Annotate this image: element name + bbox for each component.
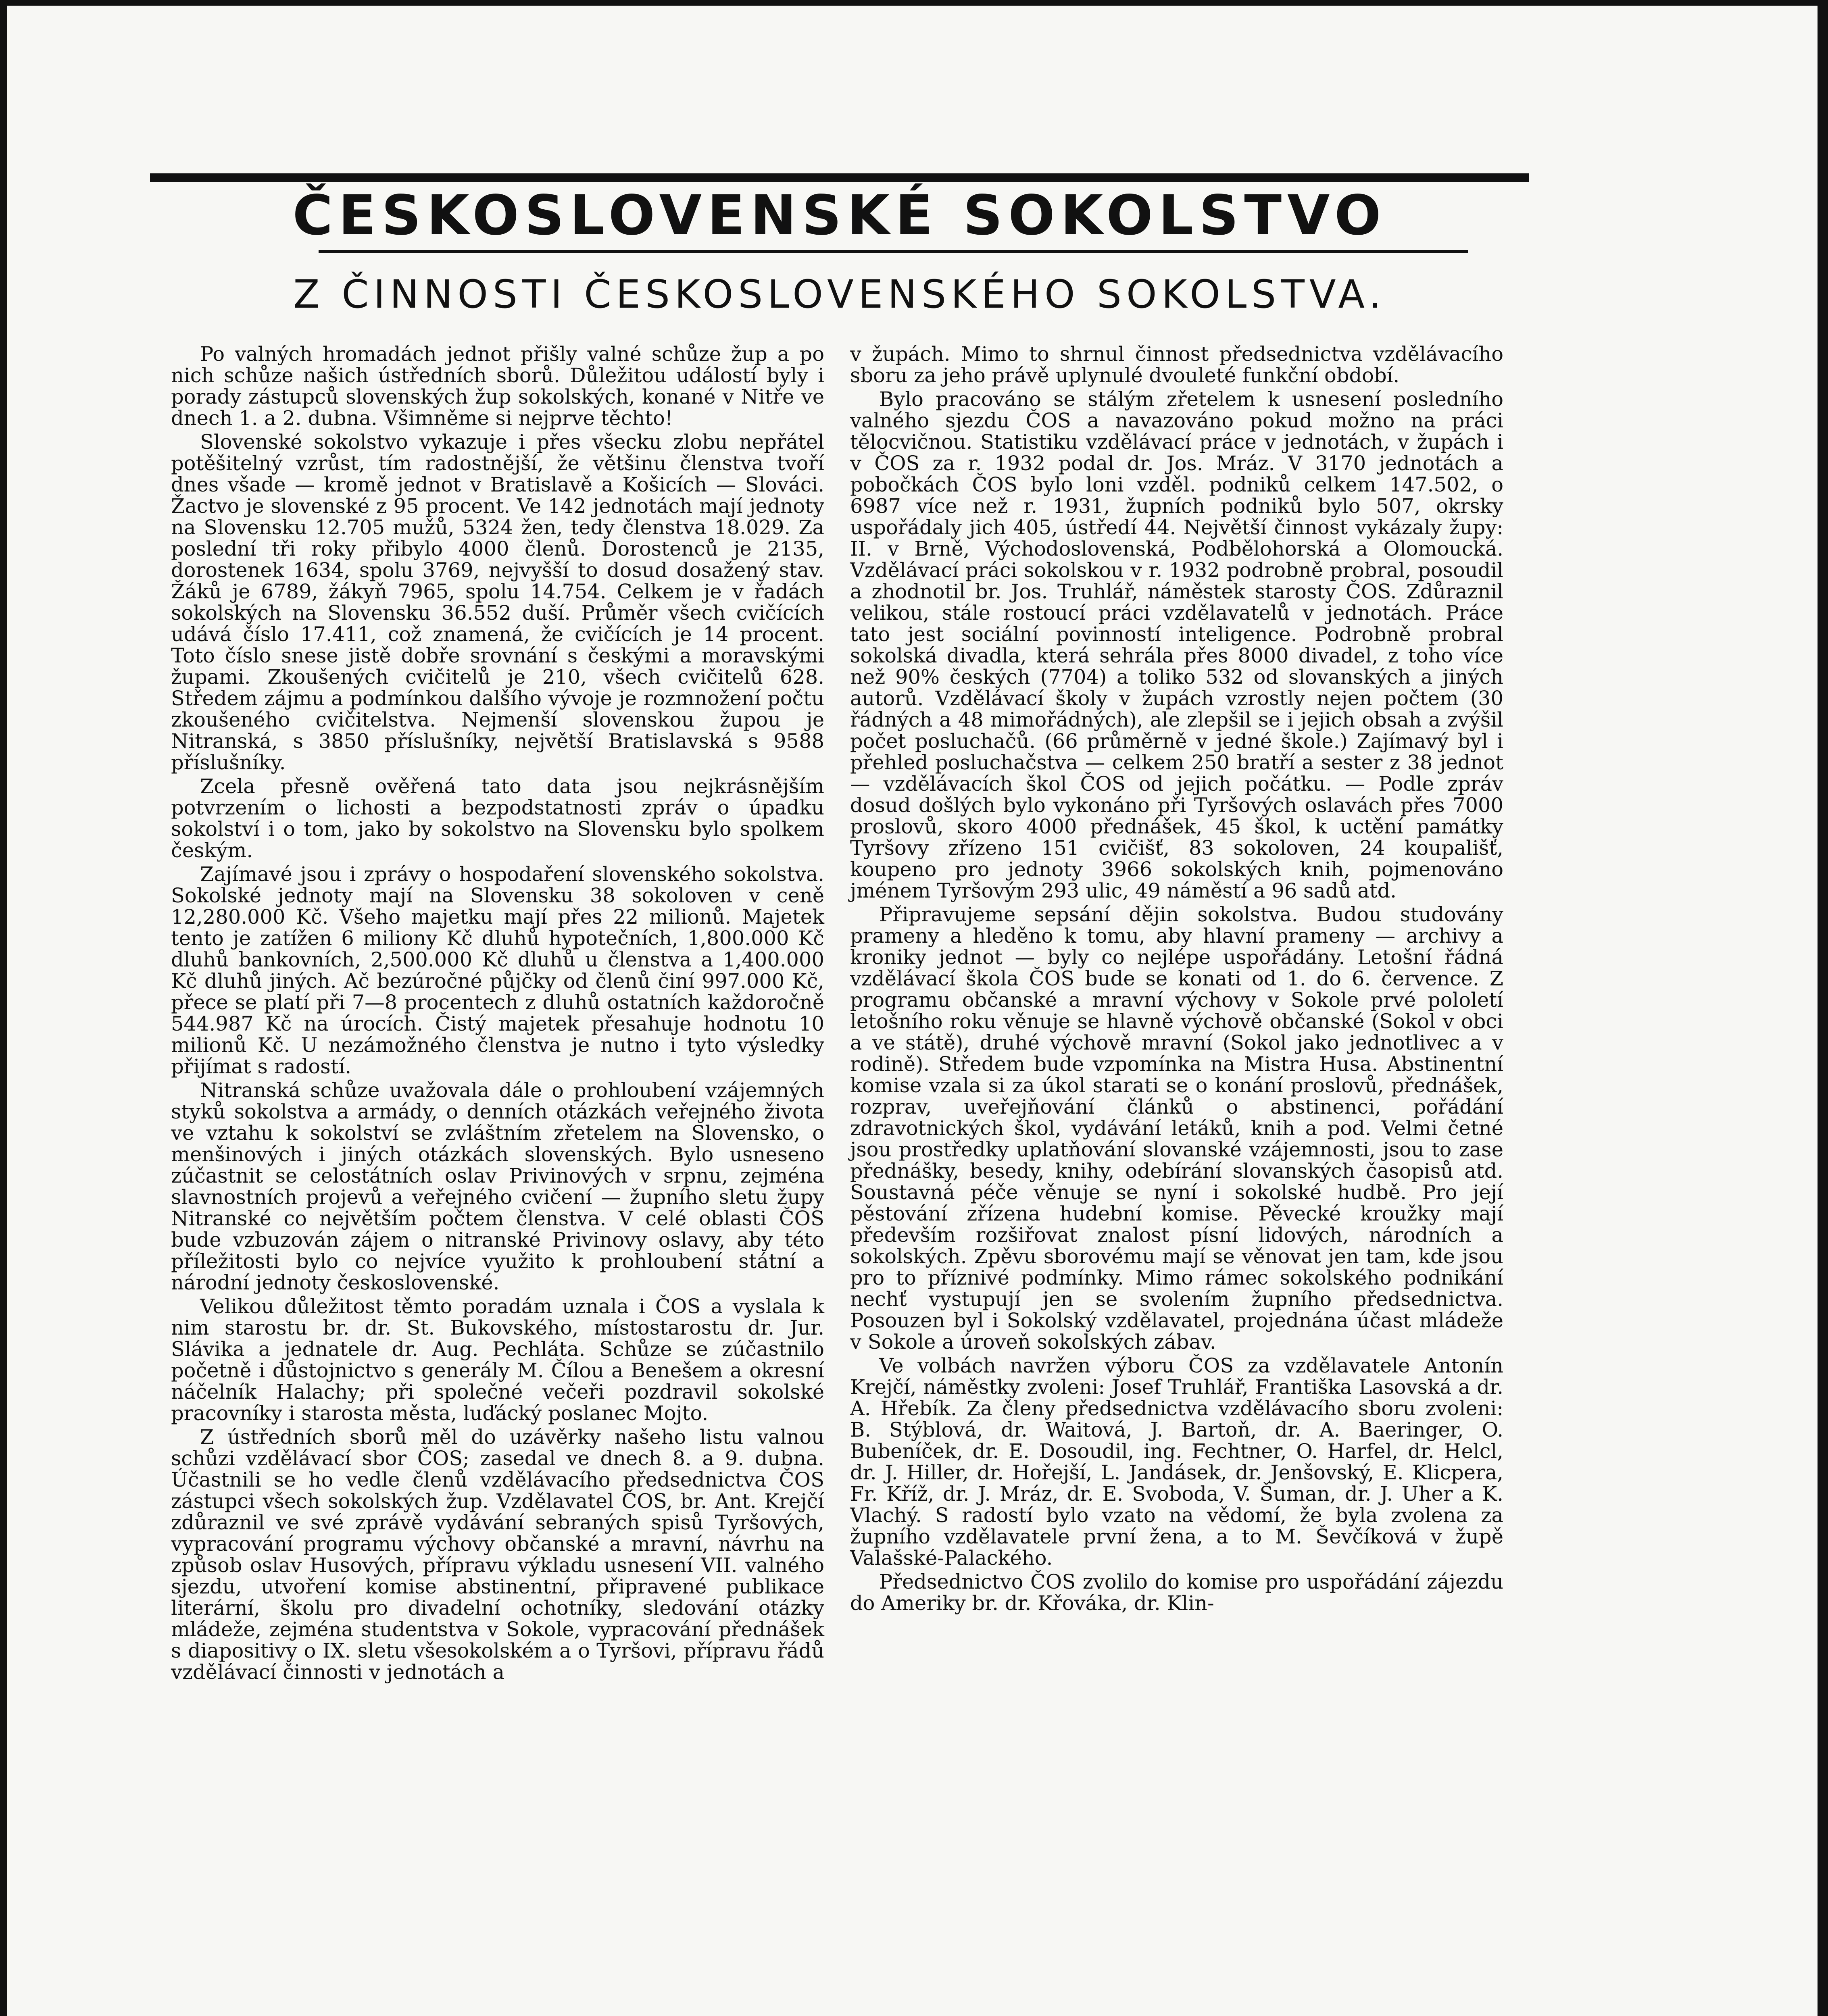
scan-border-left [0, 0, 7, 2016]
paragraph: Připravujeme sepsání dějin sokolstva. Budou studovány prameny a hleděno k tomu, aby hlavní prameny — archivy a kroniky jednot — byly co nejlépe uspořádány. Letošní řádná vzdělávací škola ČOS bude se konati od 1. do 6. července. Z programu občanské a mravní výchovy v Sokole prvé pololetí letošního roku věnuje se hlavně výchově občanské (Sokol v obci a ve státě), druhé výchově mravní (Sokol jako jednotlivec a v rodině). Středem bude vzpomínka na Mistra Husa. Abstinentní komise vzala si za úkol starati se o konání proslovů, přednášek, rozprav, uveřejňování článků o abstinenci, pořádání zdravotnických škol, vydávání letáků, knih a pod. Velmi četné jsou prostředky uplatňování slovanské vzájemnosti, jsou to zase přednášky, besedy, knihy, odebírání slovanských časopisů atd. Soustavná péče věnuje se nyní i sokolské hudbě. Pro její pěstování zřízena hudební komise. Pěvecké kroužky mají především rozšiřovat znalost písní lidových, národních a sokolských. Zpěvu sborovému mají se věnovat jen tam, kde jsou pro to příznivé podmínky. Mimo rámec sokolského podnikání nechť vystupují jen se svolením župního předsednictva. Posouzen byl i Sokolský vzdělavatel, projednána účast mládeže v Sokole a úroveň sokolských zábav. [850, 903, 1503, 1354]
paragraph: Slovenské sokolstvo vykazuje i přes všecku zlobu nepřátel potěšitelný vzrůst, tím radostnější, že většinu členstva tvoří dnes všade — kromě jednot v Bratislavě a Košicích — Slováci. Žactvo je slovenské z 95 procent. Ve 142 jednotách mají jednoty na Slovensku 12.705 mužů, 5324 žen, tedy členstva 18.029. Za poslední tři roky přibylo 4000 členů. Dorostenců je 2135, dorostenek 1634, spolu 3769, nejvyšší to dosud dosažený stav. Žáků je 6789, žákyň 7965, spolu 14.754. Celkem je v řadách sokolských na Slovensku 36.552 duší. Průměr všech cvičících udává číslo 17.411, což znamená, že cvičících je 14 procent. Toto číslo snese jistě dobře srovnání s českými a moravskými župami. Zkoušených cvičitelů je 210, všech cvičitelů 628. Středem zájmu a podmínkou dalšího vývoje je rozmnožení počtu zkoušeného cvičitelstva. Nejmenší slovenskou župou je Nitranská, s 3850 příslušníky, největší Bratislavská s 9588 příslušníky. [171, 430, 824, 774]
paragraph: Zajímavé jsou i zprávy o hospodaření slovenského sokolstva. Sokolské jednoty mají na Slovensku 38 sokoloven v ceně 12,280.000 Kč. Všeho majetku mají přes 22 milionů. Majetek tento je zatížen 6 miliony Kč dluhů hypotečních, 1,800.000 Kč dluhů bankovních, 2,500.000 Kč dluhů u členstva a 1,400.000 Kč dluhů jiných. Ač bezúročné půjčky od členů činí 997.000 Kč, přece se platí při 7—8 procentech z dluhů ostatních každoročně 544.987 Kč na úrocích. Čistý majetek přesahuje hodnotu 10 milionů Kč. U nezámožného členstva je nutno i tyto výsledky přijímat s radostí. [171, 862, 824, 1078]
section-title: ČESKOSLOVENSKÉ SOKOLSTVO [292, 184, 1387, 248]
scan-border-right [1818, 0, 1828, 2016]
scan-border-top [0, 0, 1828, 6]
paragraph: Nitranská schůze uvažovala dále o prohloubení vzájemných styků sokolstva a armády, o denních otázkách veřejného života ve vztahu k sokolství se zvláštním zřetelem na Slovensko, o menšinových i jiných otázkách slovenských. Bylo usneseno zúčastnit se celostátních oslav Privinových v srpnu, zejména slavnostních projevů a veřejného cvičení — župního sletu župy Nitranské co největším počtem členstva. V celé oblasti ČOS bude vzbuzován zájem o nitranské Privinovy oslavy, aby této příležitosti bylo co nejvíce využito k prohloubení státní a národní jednoty československé. [171, 1079, 824, 1294]
article-title: Z ČINNOSTI ČESKOSLOVENSKÉHO SOKOLSTVA. [293, 272, 1386, 317]
paragraph: Z ústředních sborů měl do uzávěrky našeho listu valnou schůzi vzdělávací sbor ČOS; zasedal ve dnech 8. a 9. dubna. Účastnili se ho vedle členů vzdělávacího předsednictva ČOS zástupci všech sokolských žup. Vzdělavatel ČOS, br. Ant. Krejčí zdůraznil ve své zprávě vydávání sebraných spisů Tyršových, vypracování programu výchovy občanské a mravní, návrhu na způsob oslav Husových, přípravu výkladu usnesení VII. valného sjezdu, utvoření komise abstinentní, připravené publikace literární, školu pro divadelní ochotníky, sledování otázky mládeže, zejména studentstva v Sokole, vypracování přednášek s diapositivy o IX. sletu všesokolském a o Tyršovi, přípravu řádů vzdělávací činnosti v jednotách a [171, 1425, 824, 1684]
left-column [171, 344, 824, 1683]
paragraph-continued: v župách. Mimo to shrnul činnost předsednictva vzdělávacího sboru za jeho právě uplynulé dvouleté funkční období. [850, 342, 1503, 387]
paragraph: Bylo pracováno se stálým zřetelem k usnesení posledního valného sjezdu ČOS a navazováno pokud možno na práci tělocvičnou. Statistiku vzdělávací práce v jednotách, v župách i v ČOS za r. 1932 podal dr. Jos. Mráz. V 3170 jednotách a pobočkách ČOS bylo loni vzděl. podniků celkem 147.502, o 6987 více než r. 1931, župních podniků bylo 507, okrsky uspořádaly jich 405, ústředí 44. Největší činnost vykázaly župy: II. v Brně, Východoslovenská, Podbělohorská a Olomoucká. Vzdělávací práci sokolskou v r. 1932 podrobně probral, posoudil a zhodnotil br. Jos. Truhlář, náměstek starosty ČOS. Zdůraznil velikou, stále rostoucí práci vzdělavatelů v jednotách. Práce tato jest sociální povinností inteligence. Podrobně probral sokolská divadla, která sehrála přes 8000 divadel, z toho více než 90% českých (7704) a toliko 532 od slovanských a jiných autorů. Vzdělávací školy v župách vzrostly nejen počtem (30 řádných a 48 mimořádných), ale zlepšil se i jejich obsah a zvýšil počet posluchačů. (66 průměrně v jedné škole.) Zajímavý byl i přehled posluchačstva — celkem 250 bratří a sester z 38 jednot — vzdělávacích škol ČOS od jejich počátku. — Podle zpráv dosud došlých bylo vykonáno při Tyršových oslavách přes 7000 proslovů, skoro 4000 přednášek, 45 škol, k uctění památky Tyršovy zřízeno 151 cvičišť, 83 sokoloven, 24 koupališť, koupeno pro jednoty 3966 sokolských knih, pojmenováno jménem Tyršovým 293 ulic, 49 náměstí a 96 sadů atd. [850, 387, 1503, 902]
right-column [850, 344, 1503, 1614]
paragraph: Předsednictvo ČOS zvolilo do komise pro uspořádání zájezdu do Ameriky br. dr. Křováka, dr. Klin- [850, 1570, 1503, 1615]
paragraph: Velikou důležitost těmto poradám uznala i ČOS a vyslala k nim starostu br. dr. St. Bukovského, místostarostu dr. Jur. Slávika a jednatele dr. Aug. Pechláta. Schůze se zúčastnilo početně i důstojnictvo s generály M. Čílou a Benešem a okresní náčelník Halachy; při společné večeři pozdravil sokolské pracovníky i starosta města, luďácký poslanec Mojto. [171, 1295, 824, 1425]
paragraph: Po valných hromadách jednot přišly valné schůze žup a po nich schůze našich ústředních sborů. Důležitou událostí byly i porady zástupců slovenských žup sokolských, konané v Nitře ve dnech 1. a 2. dubna. Všimněme si nejprve těchto! [171, 342, 824, 430]
paragraph: Ve volbách navržen výboru ČOS za vzdělavatele Antonín Krejčí, náměstky zvoleni: Josef Truhlář, Františka Lasovská a dr. A. Hřebík. Za členy předsednictva vzdělávacího sboru zvoleni: B. Stýblová, dr. Waitová, J. Bartoň, dr. A. Baeringer, O. Bubeníček, dr. E. Dosoudil, ing. Fechtner, O. Harfel, dr. Helcl, dr. J. Hiller, dr. Hořejší, L. Jandásek, dr. Jenšovský, E. Klicpera, Fr. Kříž, dr. J. Mráz, dr. E. Svoboda, V. Šuman, dr. J. Uher a K. Vlachý. S radostí bylo vzato na vědomí, že byla zvolena za župního vzdělavatele první žena, a to M. Ševčíková v župě Valašské-Palackého. [850, 1354, 1503, 1570]
title-divider [319, 250, 1468, 253]
header-rule [150, 173, 1529, 182]
paragraph: Zcela přesně ověřená tato data jsou nejkrásnějším potvrzením o lichosti a bezpodstatnosti zpráv o úpadku sokolství i o tom, jako by sokolstvo na Slovensku bylo spolkem českým. [171, 775, 824, 862]
